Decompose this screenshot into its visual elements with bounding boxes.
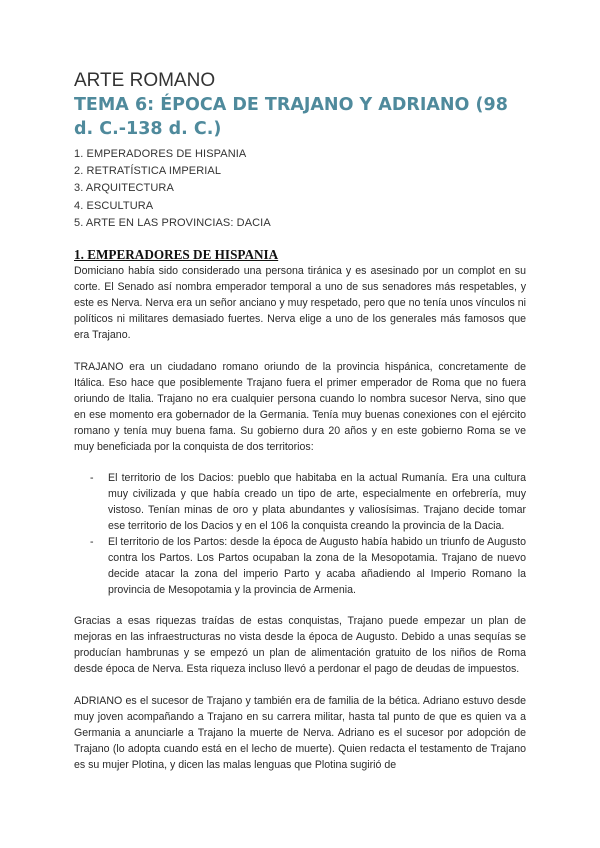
document-title: ARTE ROMANO	[74, 70, 216, 91]
list-item-text: El territorio de los Dacios: pueblo que habitaba en la actual Rumanía. Era una cultura muy civilizada y que había creado un tipo de arte, especialmente en orfebrería, muy vistoso. Tenían minas de oro y plata abundantes y valiosísimas. Trajano decide tomar ese territorio de los Dacios y en el 106 la conquista creando la provincia de la Dacia.	[108, 472, 526, 533]
toc-item: 5. ARTE EN LAS PROVINCIAS: DACIA	[74, 216, 271, 229]
toc-item: 4. ESCULTURA	[74, 199, 154, 212]
page-content	[74, 70, 526, 773]
list-item-text: El territorio de los Partos: desde la época de Augusto había habido un triunfo de Augusto contra los Partos. Los Partos ocupaban la zona de la Mesopotamia. Trajano de nuevo decide atacar la zona del imperio Parto y acaba añadiendo al Imperio Romano la provincia de Mesopotamia y la provincia de Armenia.	[108, 536, 526, 597]
section-heading: 1. EMPERADORES DE HISPANIA	[74, 247, 279, 263]
toc-item: 1. EMPERADORES DE HISPANIA	[74, 148, 247, 160]
bullet-dash: -	[90, 536, 94, 549]
table-of-contents	[74, 146, 526, 232]
paragraph: ADRIANO es el sucesor de Trajano y también era de familia de la bética. Adriano estuvo desde muy joven acompañando a Trajano en su carrera militar, hasta tal punto de que es quien va a Germania a anunciarle a Trajano la muerte de Nerva. Adriano es el sucesor por adopción de Trajano (lo adopta cuando está en el lecho de muerte). Quien redacta el testamento de Trajano es su mujer Plotina, y dicen las malas lenguas que Plotina sugirió de	[74, 695, 526, 772]
theme-title: TEMA 6: ÉPOCA DE TRAJANO Y ADRIANO (98 d. C.-138 d. C.)	[74, 95, 508, 139]
bullet-dash: -	[90, 472, 94, 485]
toc-item: 2. RETRATÍSTICA IMPERIAL	[74, 165, 222, 178]
paragraph: TRAJANO era un ciudadano romano oriundo de la provincia hispánica, concretamente de Itálica. Eso hace que posiblemente Trajano fuera el primer emperador de Roma que no fuera oriundo de Italia. Trajano no era cualquier persona cuando lo nombra sucesor Nerva, sino que en ese momento era gobernador de la Germania. Tenía muy buenas conexiones con el ejército romano y tenía muy buena fama. Su gobierno dura 20 años y en este gobierno Roma se ve muy beneficiada por la conquista de dos territorios:	[74, 361, 526, 454]
paragraph: Domiciano había sido considerado una persona tiránica y es asesinado por un complot en su corte. El Senado así nombra emperador temporal a uno de sus senadores más respetables, y este es Nerva. Nerva era un señor anciano y muy respetado, pero que no tenía unos vínculos ni políticos ni militares demasiado fuertes. Nerva elige a uno de los generales más famosos que era Trajano.	[74, 265, 526, 342]
list-item	[74, 534, 526, 598]
toc-item: 3. ARQUITECTURA	[74, 182, 174, 195]
paragraph: Gracias a esas riquezas traídas de estas conquistas, Trajano puede empezar un plan de mejoras en las infraestructuras no vista desde la época de Augusto. Debido a unas sequías se producían hambrunas y se empezó un plan de alimentación gratuito de los niños de Roma desde época de Nerva. Esta riqueza incluso llevó a perdonar el pago de deudas de impuestos.	[74, 615, 526, 676]
bullet-list	[74, 470, 526, 598]
list-item	[74, 470, 526, 534]
